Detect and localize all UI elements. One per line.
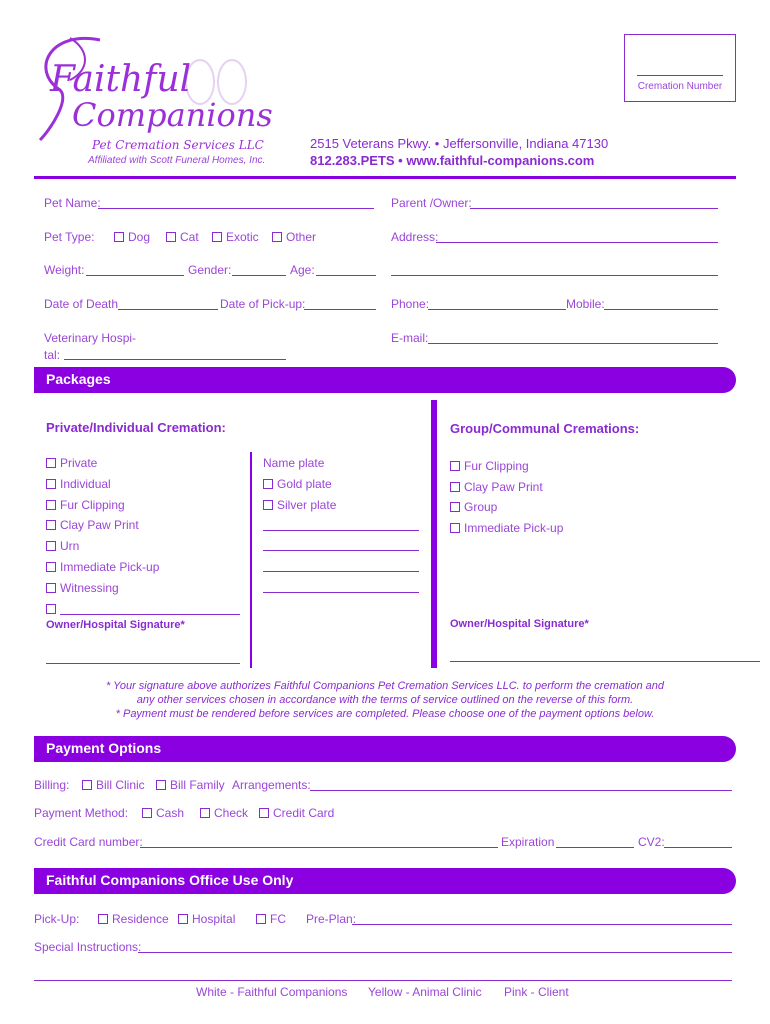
plate-item-silver[interactable]: Silver plate [263, 498, 336, 512]
checkbox-icon[interactable] [46, 583, 56, 593]
authorization-note-1: * Your signature above authorizes Faithful Companions Pet Cremation Services LLC. to perform the cremation and [105, 680, 665, 692]
pet-type-dog[interactable]: Dog [114, 230, 150, 244]
private-item-individual[interactable]: Individual [46, 477, 111, 491]
logo-word-companions: Companions [72, 96, 273, 134]
checkbox-icon[interactable] [450, 482, 460, 492]
pet-type-label: Pet Type: [44, 230, 95, 244]
checkbox-icon[interactable] [46, 541, 56, 551]
packages-header [34, 367, 736, 393]
pet-type-cat[interactable]: Cat [166, 230, 199, 244]
payment-header [34, 736, 736, 762]
checkbox-icon[interactable] [263, 479, 273, 489]
gender-field[interactable] [232, 275, 286, 276]
address-field[interactable] [436, 242, 718, 243]
affiliation-text: Affiliated with Scott Funeral Homes, Inc. [88, 155, 266, 166]
special-instructions-label: Special Instructions: [34, 940, 142, 954]
private-item-private[interactable]: Private [46, 456, 97, 470]
arrangements-field[interactable] [310, 790, 732, 791]
pet-type-other[interactable]: Other [272, 230, 316, 244]
private-item-other[interactable] [46, 602, 60, 616]
payment-check[interactable]: Check [200, 806, 248, 820]
checkbox-icon[interactable] [156, 780, 166, 790]
pet-type-exotic[interactable]: Exotic [212, 230, 259, 244]
checkbox-icon[interactable] [212, 232, 222, 242]
payment-note: * Payment must be rendered before services are completed. Please choose one of the payment options below. [115, 708, 655, 720]
parent-owner-label: Parent /Owner: [391, 196, 472, 210]
expiration-label: Expiration [501, 835, 555, 849]
vet-hospital-field[interactable] [64, 359, 286, 360]
preplan-label: Pre-Plan: [306, 912, 357, 926]
cremation-number-box[interactable] [624, 34, 736, 102]
pet-name-field[interactable] [98, 208, 374, 209]
arrangements-label: Arrangements: [232, 778, 311, 792]
weight-label: Weight: [44, 263, 85, 277]
private-cremation-title: Private/Individual Cremation: [46, 420, 226, 435]
phone-field[interactable] [428, 309, 566, 310]
date-of-pickup-field[interactable] [304, 309, 376, 310]
private-signature-field[interactable] [46, 663, 240, 664]
private-item-witnessing[interactable]: Witnessing [46, 581, 119, 595]
special-instructions-field[interactable] [138, 952, 732, 953]
checkbox-icon[interactable] [259, 808, 269, 818]
logo-subtitle: Pet Cremation Services LLC [92, 138, 264, 152]
pet-name-label: Pet Name: [44, 196, 101, 210]
checkbox-icon[interactable] [450, 461, 460, 471]
group-signature-field[interactable] [450, 661, 760, 662]
private-item-urn[interactable]: Urn [46, 539, 79, 553]
mobile-field[interactable] [604, 309, 718, 310]
vet-hospital-label-1: Veterinary Hospi- [44, 331, 137, 345]
checkbox-icon[interactable] [166, 232, 176, 242]
checkbox-icon[interactable] [200, 808, 210, 818]
payment-method-label: Payment Method: [34, 806, 129, 820]
vet-hospital-label-2: tal: [44, 348, 61, 362]
checkbox-icon[interactable] [256, 914, 266, 924]
private-column-divider [250, 452, 252, 668]
plate-item-gold[interactable]: Gold plate [263, 477, 332, 491]
private-item-clay-paw[interactable]: Clay Paw Print [46, 518, 139, 532]
private-other-field[interactable] [60, 614, 240, 615]
packages-title: Packages [46, 371, 111, 387]
copy-yellow: Yellow - Animal Clinic [368, 985, 482, 999]
name-plate-label: Name plate [263, 456, 325, 470]
checkbox-icon[interactable] [46, 479, 56, 489]
cv2-field[interactable] [664, 847, 732, 848]
plate-line-2[interactable] [263, 550, 419, 551]
age-label: Age: [290, 263, 315, 277]
date-of-death-field[interactable] [118, 309, 218, 310]
private-item-fur-clipping[interactable]: Fur Clipping [46, 498, 125, 512]
weight-field[interactable] [86, 275, 184, 276]
company-phone-web: 812.283.PETS • www.faithful-companions.com [310, 153, 595, 168]
email-field[interactable] [428, 343, 718, 344]
expiration-field[interactable] [556, 847, 634, 848]
private-item-immediate-pickup[interactable]: Immediate Pick-up [46, 560, 159, 574]
company-address: 2515 Veterans Pkwy. • Jeffersonville, Indiana 47130 [310, 136, 609, 151]
office-header [34, 868, 736, 894]
checkbox-icon[interactable] [46, 562, 56, 572]
checkbox-icon[interactable] [114, 232, 124, 242]
preplan-field[interactable] [352, 924, 732, 925]
mobile-label: Mobile: [566, 297, 605, 311]
group-signature-label: Owner/Hospital Signature* [450, 618, 589, 630]
checkbox-icon[interactable] [46, 500, 56, 510]
group-cremation-title: Group/Communal Cremations: [450, 421, 640, 436]
checkbox-icon[interactable] [450, 523, 460, 533]
parent-owner-field[interactable] [470, 208, 718, 209]
checkbox-icon[interactable] [263, 500, 273, 510]
billing-label: Billing: [34, 778, 70, 792]
email-label: E-mail: [391, 331, 429, 345]
group-item-immediate-pickup[interactable]: Immediate Pick-up [450, 521, 563, 535]
group-item-group[interactable]: Group [450, 500, 497, 514]
pickup-fc[interactable]: FC [256, 912, 286, 926]
checkbox-icon[interactable] [98, 914, 108, 924]
checkbox-icon[interactable] [142, 808, 152, 818]
plate-line-1[interactable] [263, 530, 419, 531]
billing-family[interactable]: Bill Family [156, 778, 225, 792]
header-divider [34, 176, 736, 179]
copy-white: White - Faithful Companions [196, 985, 348, 999]
cc-number-field[interactable] [140, 847, 498, 848]
special-instructions-field-2[interactable] [34, 980, 732, 981]
private-signature-label: Owner/Hospital Signature* [46, 619, 185, 631]
address-label: Address: [391, 230, 439, 244]
gender-label: Gender: [188, 263, 232, 277]
office-title: Faithful Companions Office Use Only [46, 872, 294, 888]
plate-line-4[interactable] [263, 592, 419, 593]
pickup-hospital[interactable]: Hospital [178, 912, 235, 926]
group-item-clay-paw[interactable]: Clay Paw Print [450, 480, 543, 494]
logo-word-faithful: Faithful [50, 59, 192, 100]
billing-clinic[interactable]: Bill Clinic [82, 778, 145, 792]
checkbox-icon[interactable] [46, 604, 56, 614]
checkbox-icon[interactable] [272, 232, 282, 242]
payment-credit-card[interactable]: Credit Card [259, 806, 334, 820]
packages-center-divider [431, 400, 437, 668]
authorization-note-2: any other services chosen in accordance with the terms of service outlined on the reverse of this form. [136, 694, 634, 706]
cc-number-label: Credit Card number: [34, 835, 143, 849]
payment-cash[interactable]: Cash [142, 806, 184, 820]
address-field-2[interactable] [391, 275, 718, 276]
checkbox-icon[interactable] [178, 914, 188, 924]
group-item-fur-clipping[interactable]: Fur Clipping [450, 459, 529, 473]
pickup-label: Pick-Up: [34, 912, 80, 926]
date-of-pickup-label: Date of Pick-up: [220, 297, 306, 311]
checkbox-icon[interactable] [46, 458, 56, 468]
checkbox-icon[interactable] [82, 780, 92, 790]
payment-title: Payment Options [46, 740, 162, 756]
checkbox-icon[interactable] [46, 520, 56, 530]
checkbox-icon[interactable] [450, 502, 460, 512]
age-field[interactable] [316, 275, 376, 276]
phone-label: Phone: [391, 297, 430, 311]
copy-pink: Pink - Client [504, 985, 569, 999]
plate-line-3[interactable] [263, 571, 419, 572]
cv2-label: CV2: [638, 835, 665, 849]
cremation-number-label: Cremation Number [637, 81, 723, 92]
pickup-residence[interactable]: Residence [98, 912, 169, 926]
date-of-death-label: Date of Death [44, 297, 119, 311]
